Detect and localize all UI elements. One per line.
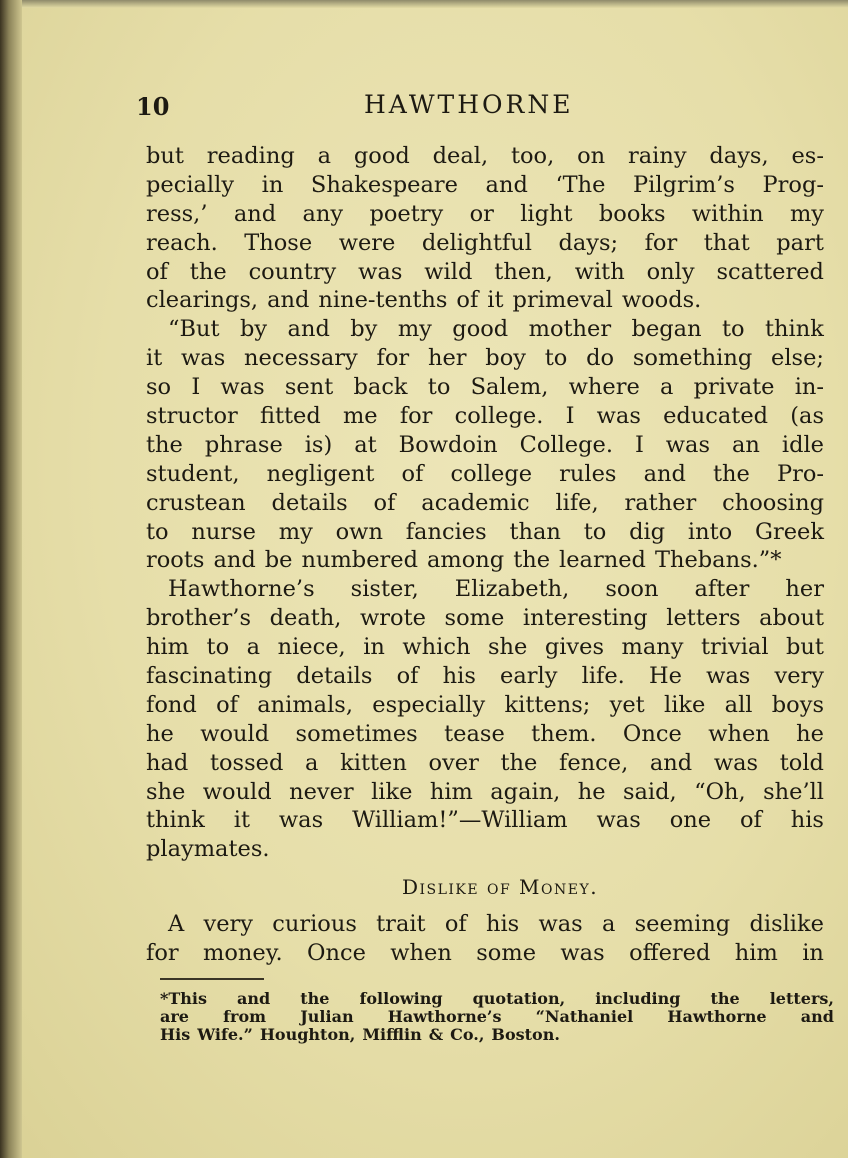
word: again, — [490, 778, 561, 805]
word: and — [287, 316, 330, 343]
word: playmates. — [146, 836, 270, 863]
word: she’ll — [763, 778, 824, 805]
word: rules — [559, 460, 617, 487]
word: wild — [424, 258, 473, 285]
word: clearings, — [146, 287, 259, 314]
word: sister, — [350, 576, 419, 603]
word: was — [358, 258, 403, 285]
word: the — [513, 547, 551, 574]
word: early — [500, 663, 558, 690]
word: then, — [494, 258, 553, 285]
word: is) — [304, 431, 333, 458]
word: “Oh, — [694, 778, 746, 805]
word: phrase — [204, 431, 283, 458]
word: brother’s — [146, 605, 252, 632]
word: many — [621, 634, 684, 661]
word: niece, — [277, 634, 346, 661]
word: he — [146, 720, 174, 747]
word: were — [338, 229, 396, 256]
word: life, — [555, 489, 599, 516]
word: about — [759, 605, 824, 632]
word: began — [631, 316, 702, 343]
word: would — [200, 720, 270, 747]
word: his — [442, 663, 476, 690]
word: them. — [531, 720, 597, 747]
word: and — [800, 1007, 834, 1026]
section-heading: Dislike of Money. — [401, 875, 599, 900]
word: College. — [519, 431, 613, 458]
footnote-line — [160, 1026, 834, 1044]
word: sometimes — [295, 720, 418, 747]
word: was — [181, 345, 226, 372]
word: Co., — [450, 1025, 485, 1044]
body-text-line — [146, 431, 824, 460]
word: are — [160, 1007, 189, 1026]
word: I — [634, 431, 644, 458]
word: was — [706, 663, 751, 690]
running-head: HAWTHORNE — [364, 90, 574, 119]
word: he — [577, 778, 606, 805]
word: student, — [146, 460, 240, 487]
word: a — [317, 143, 332, 169]
page-header — [136, 88, 826, 128]
word: Hawthorne — [667, 1007, 767, 1026]
word: would — [202, 778, 272, 805]
word: his — [790, 807, 824, 834]
word: Houghton, — [259, 1025, 356, 1044]
word: kittens; — [504, 691, 591, 718]
word: boy — [485, 345, 526, 372]
body-text-line — [146, 778, 824, 807]
body-text-line — [146, 489, 824, 518]
word: the — [300, 989, 330, 1008]
word: sent — [284, 374, 334, 401]
word: kitten — [340, 749, 407, 776]
word: from — [223, 1007, 267, 1026]
page-number: 10 — [136, 92, 170, 121]
word: “But — [168, 316, 220, 343]
word: idle — [781, 431, 824, 458]
word: think — [146, 807, 205, 834]
word: the — [189, 258, 227, 285]
word: the — [500, 749, 538, 776]
word: mother — [528, 316, 612, 343]
word: death, — [269, 605, 342, 632]
word: in — [363, 634, 385, 661]
word: roots — [146, 547, 205, 574]
word: days, — [709, 143, 769, 169]
word: yet — [609, 691, 645, 718]
word: trivial — [701, 634, 769, 661]
body-text-line — [146, 460, 824, 489]
word: was — [596, 403, 641, 430]
word: had — [146, 749, 189, 776]
word: for — [399, 403, 433, 430]
word: within — [691, 200, 764, 227]
word: back — [353, 374, 408, 401]
word: think — [765, 316, 824, 343]
body-text-line — [146, 691, 824, 720]
word: ress,’ — [146, 200, 208, 227]
word: woods. — [621, 287, 702, 314]
word: very — [203, 911, 253, 938]
word: into — [687, 518, 733, 545]
word: a — [305, 749, 319, 776]
word: boys — [771, 691, 824, 718]
book-gutter — [0, 0, 22, 1158]
word: some — [444, 605, 505, 632]
word: following — [359, 989, 443, 1008]
word: among — [426, 547, 505, 574]
text-block-1 — [146, 142, 824, 864]
word: it — [487, 287, 504, 314]
word: said, — [622, 778, 677, 805]
body-text-line — [146, 662, 824, 691]
word: of — [444, 911, 467, 938]
word: was — [220, 374, 265, 401]
word: primeval — [512, 287, 613, 314]
word: structor — [146, 403, 238, 430]
word: told — [779, 749, 824, 776]
word: pecially — [146, 171, 235, 198]
body-text-line — [146, 258, 824, 287]
body-text-line — [146, 142, 824, 171]
word: country — [248, 258, 337, 285]
word: numbered — [301, 547, 418, 574]
footnote-line — [160, 990, 834, 1008]
word: William!”—William — [352, 807, 568, 834]
word: of — [739, 807, 762, 834]
word: Greek — [754, 518, 824, 545]
word: curious — [272, 911, 357, 938]
word: seeming — [634, 911, 731, 938]
word: soon — [605, 576, 659, 603]
word: a — [246, 634, 261, 661]
word: part — [776, 229, 824, 256]
word: she — [487, 634, 528, 661]
word: money. — [203, 940, 283, 967]
word: I — [191, 374, 201, 401]
word: and — [213, 547, 256, 574]
word: fancies — [405, 518, 487, 545]
word: his — [485, 911, 520, 938]
word: and — [643, 460, 686, 487]
word: do — [586, 345, 615, 372]
word: fascinating — [146, 663, 273, 690]
word: Prog- — [762, 171, 824, 198]
word: Thebans.”* — [654, 547, 782, 574]
word: in — [802, 940, 824, 967]
word: of — [216, 691, 238, 718]
word: His — [160, 1025, 191, 1044]
word: good — [353, 143, 410, 169]
word: Shakespeare — [310, 171, 458, 198]
word: of — [396, 663, 419, 690]
word: fitted — [259, 403, 321, 430]
page-top-edge — [0, 0, 848, 8]
word: nurse — [191, 518, 256, 545]
word: at — [354, 431, 377, 458]
word: nine-tenths — [318, 287, 448, 314]
word: when — [708, 720, 770, 747]
word: the — [146, 431, 183, 458]
body-text-line — [146, 720, 824, 749]
word: than — [509, 518, 561, 545]
word: was — [278, 807, 324, 834]
word: was — [665, 431, 711, 458]
body-text-line — [146, 806, 824, 835]
word: like — [371, 778, 413, 805]
word: *This — [160, 989, 207, 1008]
word: “Nathaniel — [535, 1007, 634, 1026]
word: something — [632, 345, 753, 372]
body-text-line — [146, 373, 824, 402]
word: else; — [771, 345, 824, 372]
word: Hawthorne’s — [168, 576, 315, 603]
word: light — [520, 200, 573, 227]
word: days; — [558, 229, 619, 256]
word: including — [595, 989, 681, 1008]
word: but — [146, 143, 184, 169]
word: a — [601, 911, 616, 938]
word: one — [669, 807, 712, 834]
word: was — [560, 940, 605, 967]
word: an — [732, 431, 760, 458]
word: trait — [376, 911, 426, 938]
word: to — [544, 345, 568, 372]
word: college. — [454, 403, 544, 430]
word: in — [261, 171, 284, 198]
word: him — [429, 778, 473, 805]
word: the — [712, 460, 750, 487]
word: he — [796, 720, 824, 747]
word: of — [373, 489, 396, 516]
word: and — [485, 171, 528, 198]
word: fence, — [559, 749, 629, 776]
word: to — [583, 518, 607, 545]
word: choosing — [722, 489, 824, 516]
word: deal, — [432, 143, 489, 169]
body-text-line — [146, 518, 824, 547]
word: Pilgrim’s — [633, 171, 735, 198]
word: I — [565, 403, 575, 430]
word: of — [146, 258, 168, 285]
word: ‘The — [555, 171, 606, 198]
word: dislike — [749, 911, 824, 938]
word: it — [146, 345, 163, 372]
word: Boston. — [491, 1025, 560, 1044]
body-text-line — [146, 939, 824, 968]
word: (as — [790, 403, 824, 430]
word: was — [713, 749, 759, 776]
word: private — [693, 374, 775, 401]
body-text-line — [146, 200, 824, 229]
body-text-line — [146, 286, 824, 315]
word: she — [146, 778, 186, 805]
body-text-line — [146, 575, 824, 604]
word: to — [206, 634, 230, 661]
word: reading — [206, 143, 295, 169]
word: by — [350, 316, 378, 343]
word: Pro- — [776, 460, 824, 487]
word: for — [376, 345, 410, 372]
word: own — [335, 518, 383, 545]
word: educated — [663, 403, 769, 430]
word: or — [469, 200, 494, 227]
word: me — [342, 403, 378, 430]
word: by — [240, 316, 268, 343]
word: especially — [372, 691, 486, 718]
word: where — [568, 374, 640, 401]
body-text-line — [146, 546, 824, 575]
word: wrote — [360, 605, 426, 632]
word: never — [289, 778, 354, 805]
body-text-line — [146, 910, 824, 939]
word: Hawthorne’s — [387, 1007, 502, 1026]
footnote-line — [160, 1008, 834, 1026]
word: him — [146, 634, 190, 661]
word: academic — [421, 489, 530, 516]
footnote-rule — [160, 978, 264, 980]
text-block-2 — [146, 910, 824, 968]
word: of — [456, 287, 479, 314]
word: very — [774, 663, 824, 690]
word: all — [724, 691, 753, 718]
word: offered — [629, 940, 711, 967]
word: to — [722, 316, 745, 343]
word: necessary — [244, 345, 358, 372]
word: delightful — [421, 229, 532, 256]
word: fond — [146, 691, 197, 718]
word: interesting — [522, 605, 648, 632]
word: was — [538, 911, 583, 938]
word: which — [402, 634, 471, 661]
word: and — [649, 749, 693, 776]
body-text-line — [146, 749, 824, 778]
word: my — [397, 316, 432, 343]
word: after — [694, 576, 750, 603]
word: of — [401, 460, 424, 487]
word: learned — [559, 547, 646, 574]
word: animals, — [257, 691, 353, 718]
word: was — [596, 807, 641, 834]
word: poetry — [369, 200, 444, 227]
word: and — [267, 287, 310, 314]
word: college — [450, 460, 533, 487]
word: Bowdoin — [398, 431, 498, 458]
word: with — [574, 258, 625, 285]
word: in- — [794, 374, 824, 401]
word: but — [786, 634, 824, 661]
body-text-line — [146, 633, 824, 662]
word: and — [237, 989, 271, 1008]
word: good — [452, 316, 509, 343]
word: Salem, — [470, 374, 549, 401]
word: A — [168, 911, 185, 938]
word: only — [646, 258, 695, 285]
body-text-line — [146, 835, 824, 864]
word: es- — [791, 143, 824, 169]
footnote — [160, 990, 834, 1044]
word: books — [598, 200, 666, 227]
body-text-line — [146, 604, 824, 633]
body-text-line — [146, 171, 824, 200]
word: a — [660, 374, 674, 401]
word: the — [710, 989, 740, 1008]
word: over — [428, 749, 479, 776]
word: it — [233, 807, 251, 834]
word: reach. — [146, 229, 218, 256]
word: letters, — [769, 989, 834, 1008]
body-text-line — [146, 402, 824, 431]
word: Those — [244, 229, 313, 256]
word: Julian — [300, 1007, 354, 1026]
word: rather — [624, 489, 697, 516]
word: crustean — [146, 489, 246, 516]
word: and — [233, 200, 277, 227]
word: & — [428, 1025, 444, 1044]
word: life. — [581, 663, 625, 690]
word: to — [427, 374, 451, 401]
word: Once — [622, 720, 682, 747]
body-text-line — [146, 229, 824, 258]
word: Once — [307, 940, 366, 967]
word: letters — [666, 605, 741, 632]
word: dig — [629, 518, 666, 545]
word: to — [146, 518, 169, 545]
body-text — [146, 142, 824, 968]
word: on — [577, 143, 606, 169]
word: that — [703, 229, 750, 256]
word: him — [734, 940, 778, 967]
word: rainy — [627, 143, 687, 169]
word: like — [664, 691, 706, 718]
word: her — [785, 576, 824, 603]
word: my — [789, 200, 824, 227]
word: so — [146, 374, 172, 401]
word: when — [390, 940, 452, 967]
word: for — [644, 229, 678, 256]
word: my — [278, 518, 313, 545]
word: Wife.” — [197, 1025, 253, 1044]
word: her — [427, 345, 467, 372]
word: quotation, — [472, 989, 566, 1008]
word: negligent — [266, 460, 375, 487]
body-text-line — [146, 344, 824, 373]
word: any — [302, 200, 344, 227]
word: for — [146, 940, 179, 967]
word: tossed — [209, 749, 284, 776]
word: tease — [444, 720, 505, 747]
word: Elizabeth, — [454, 576, 570, 603]
word: be — [264, 547, 293, 574]
word: details — [271, 489, 348, 516]
word: too, — [510, 143, 555, 169]
word: Mifflin — [362, 1025, 422, 1044]
word: scattered — [716, 258, 824, 285]
word: gives — [544, 634, 605, 661]
word: details — [296, 663, 373, 690]
word: some — [476, 940, 537, 967]
body-text-line — [146, 315, 824, 344]
word: He — [648, 663, 682, 690]
